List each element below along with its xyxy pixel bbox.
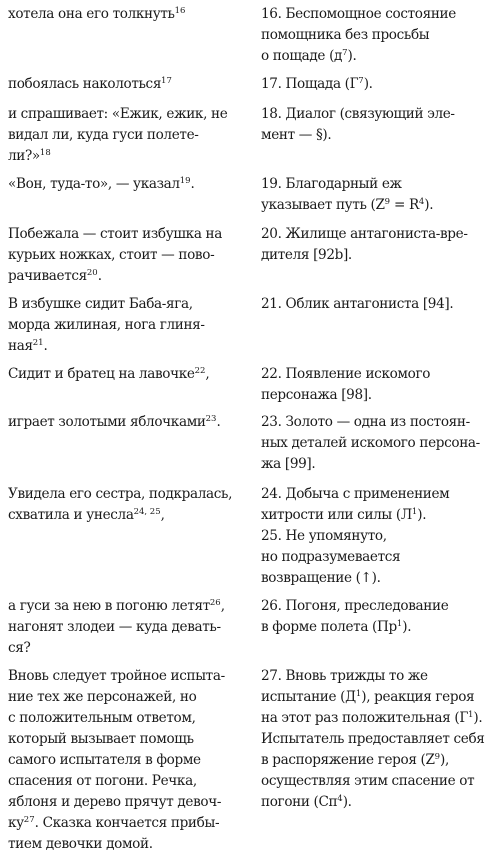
analysis-text [261, 224, 495, 266]
text-line: 22. Появление искомого [261, 366, 431, 382]
text-line: спасения от погони. Речка, [8, 773, 197, 789]
analysis-text [261, 484, 495, 589]
text-line: осуществляя этим спасение от [261, 773, 475, 789]
text-line: 26. Погоня, преследование [261, 598, 449, 614]
text-line: а гуси за нею в погоню летят$^{26}$, [8, 598, 225, 614]
analysis-text [261, 174, 495, 216]
text-line: в форме полета $(Пр^1)$. [261, 619, 412, 635]
text-line: дителя [92b]. [261, 247, 352, 263]
text-line: побоялась наколоться$^{17}$ [8, 76, 172, 92]
analysis-text [261, 74, 495, 95]
text-line: который вызывает помощь [8, 731, 194, 747]
text-line: 20. Жилище антагониста-вре- [261, 226, 468, 242]
text-line: ная$^{21}$. [8, 338, 48, 354]
tale-text [8, 224, 248, 287]
analysis-text [261, 666, 495, 813]
tale-text [8, 666, 248, 855]
text-line: Побежала — стоит избушка на [8, 226, 223, 242]
text-line: ние тех же персонажей, но [8, 689, 197, 705]
text-line: помощника без просьбы [261, 27, 430, 43]
text-line: 25. Не упомянуто, [261, 528, 387, 544]
analysis-text [261, 364, 495, 406]
text-line: 19. Благодарный еж [261, 176, 402, 192]
text-line: в распоряжение героя $(Z^9)$, [261, 752, 449, 768]
text-line: Вновь следует тройное испыта- [8, 668, 225, 684]
text-line: хотела она его толкнуть$^{16}$ [8, 6, 186, 22]
text-line: погони $(Сп^4)$. [261, 794, 352, 810]
text-line: 16. Беспомощное состояние [261, 6, 456, 22]
tale-text [8, 596, 248, 659]
text-line: Увидела его сестра, подкралась, [8, 486, 233, 502]
text-line: о пощаде $(д^7)$. [261, 48, 357, 64]
text-line: персонажа [98]. [261, 387, 372, 403]
tale-text [8, 104, 248, 167]
text-line: ся? [8, 640, 31, 656]
text-line: В избушке сидит Баба-яга, [8, 296, 193, 312]
tale-text [8, 294, 248, 357]
analysis-text [261, 294, 495, 315]
tale-text [8, 74, 248, 95]
text-line: тием девочки домой. [8, 836, 153, 852]
text-line: 23. Золото — одна из постоян- [261, 414, 470, 430]
text-line: 24. Добыча с применением [261, 486, 450, 502]
text-line: ных деталей искомого персона- [261, 435, 480, 451]
text-line: «Вон, туда-то», — указал$^{19}$. [8, 176, 195, 192]
text-line: но подразумевается [261, 549, 401, 565]
text-line: рачивается$^{20}$. [8, 268, 102, 284]
text-line: 27. Вновь трижды то же [261, 668, 428, 684]
text-line: указывает путь $(Z^9 = R^4)$. [261, 197, 434, 213]
tale-text [8, 4, 248, 25]
text-line: курьих ножках, стоит — пово- [8, 247, 215, 263]
text-line: самого испытателя в форме [8, 752, 201, 768]
text-line: ли?»$^{18}$ [8, 148, 51, 164]
analysis-text [261, 596, 495, 638]
text-line: $ку^{27}$. Сказка кончается прибы- [8, 815, 220, 831]
text-line: схватила и унесла$^{24, 25}$, [8, 507, 165, 523]
text-line: Испытатель предоставляет себя [261, 731, 485, 747]
analysis-text [261, 4, 495, 67]
tale-text [8, 174, 248, 195]
tale-text [8, 364, 248, 385]
text-line: морда жилиная, нога глиня- [8, 317, 205, 333]
text-line: мент — §). [261, 127, 332, 143]
text-line: 17. Пощада $(Г^7)$. [261, 76, 373, 92]
text-line: яблоня и дерево прячут девоч- [8, 794, 222, 810]
text-line: испытание $(Д^1)$, реакция героя [261, 689, 475, 705]
text-line: нагонят злодеи — куда девать- [8, 619, 221, 635]
text-line: играет золотыми яблочками$^{23}$. [8, 414, 221, 430]
text-line: и спрашивает: «Ежик, ежик, не [8, 106, 228, 122]
text-line: 18. Диалог (связующий эле- [261, 106, 455, 122]
text-line: видал ли, куда гуси полете- [8, 127, 199, 143]
text-line: на этот раз положительная $(Г^1)$. [261, 710, 483, 726]
text-line: с положительным ответом, [8, 710, 196, 726]
text-line: хитрости или силы $(Л^1)$. [261, 507, 427, 523]
text-line: возвращение (↑). [261, 570, 381, 586]
text-line: 21. Облик антагониста [94]. [261, 296, 454, 312]
text-line: жа [99]. [261, 456, 316, 472]
tale-text [8, 484, 248, 526]
tale-text [8, 412, 248, 433]
text-line: Сидит и братец на лавочке$^{22}$, [8, 366, 210, 382]
analysis-text [261, 412, 495, 475]
analysis-text [261, 104, 495, 146]
